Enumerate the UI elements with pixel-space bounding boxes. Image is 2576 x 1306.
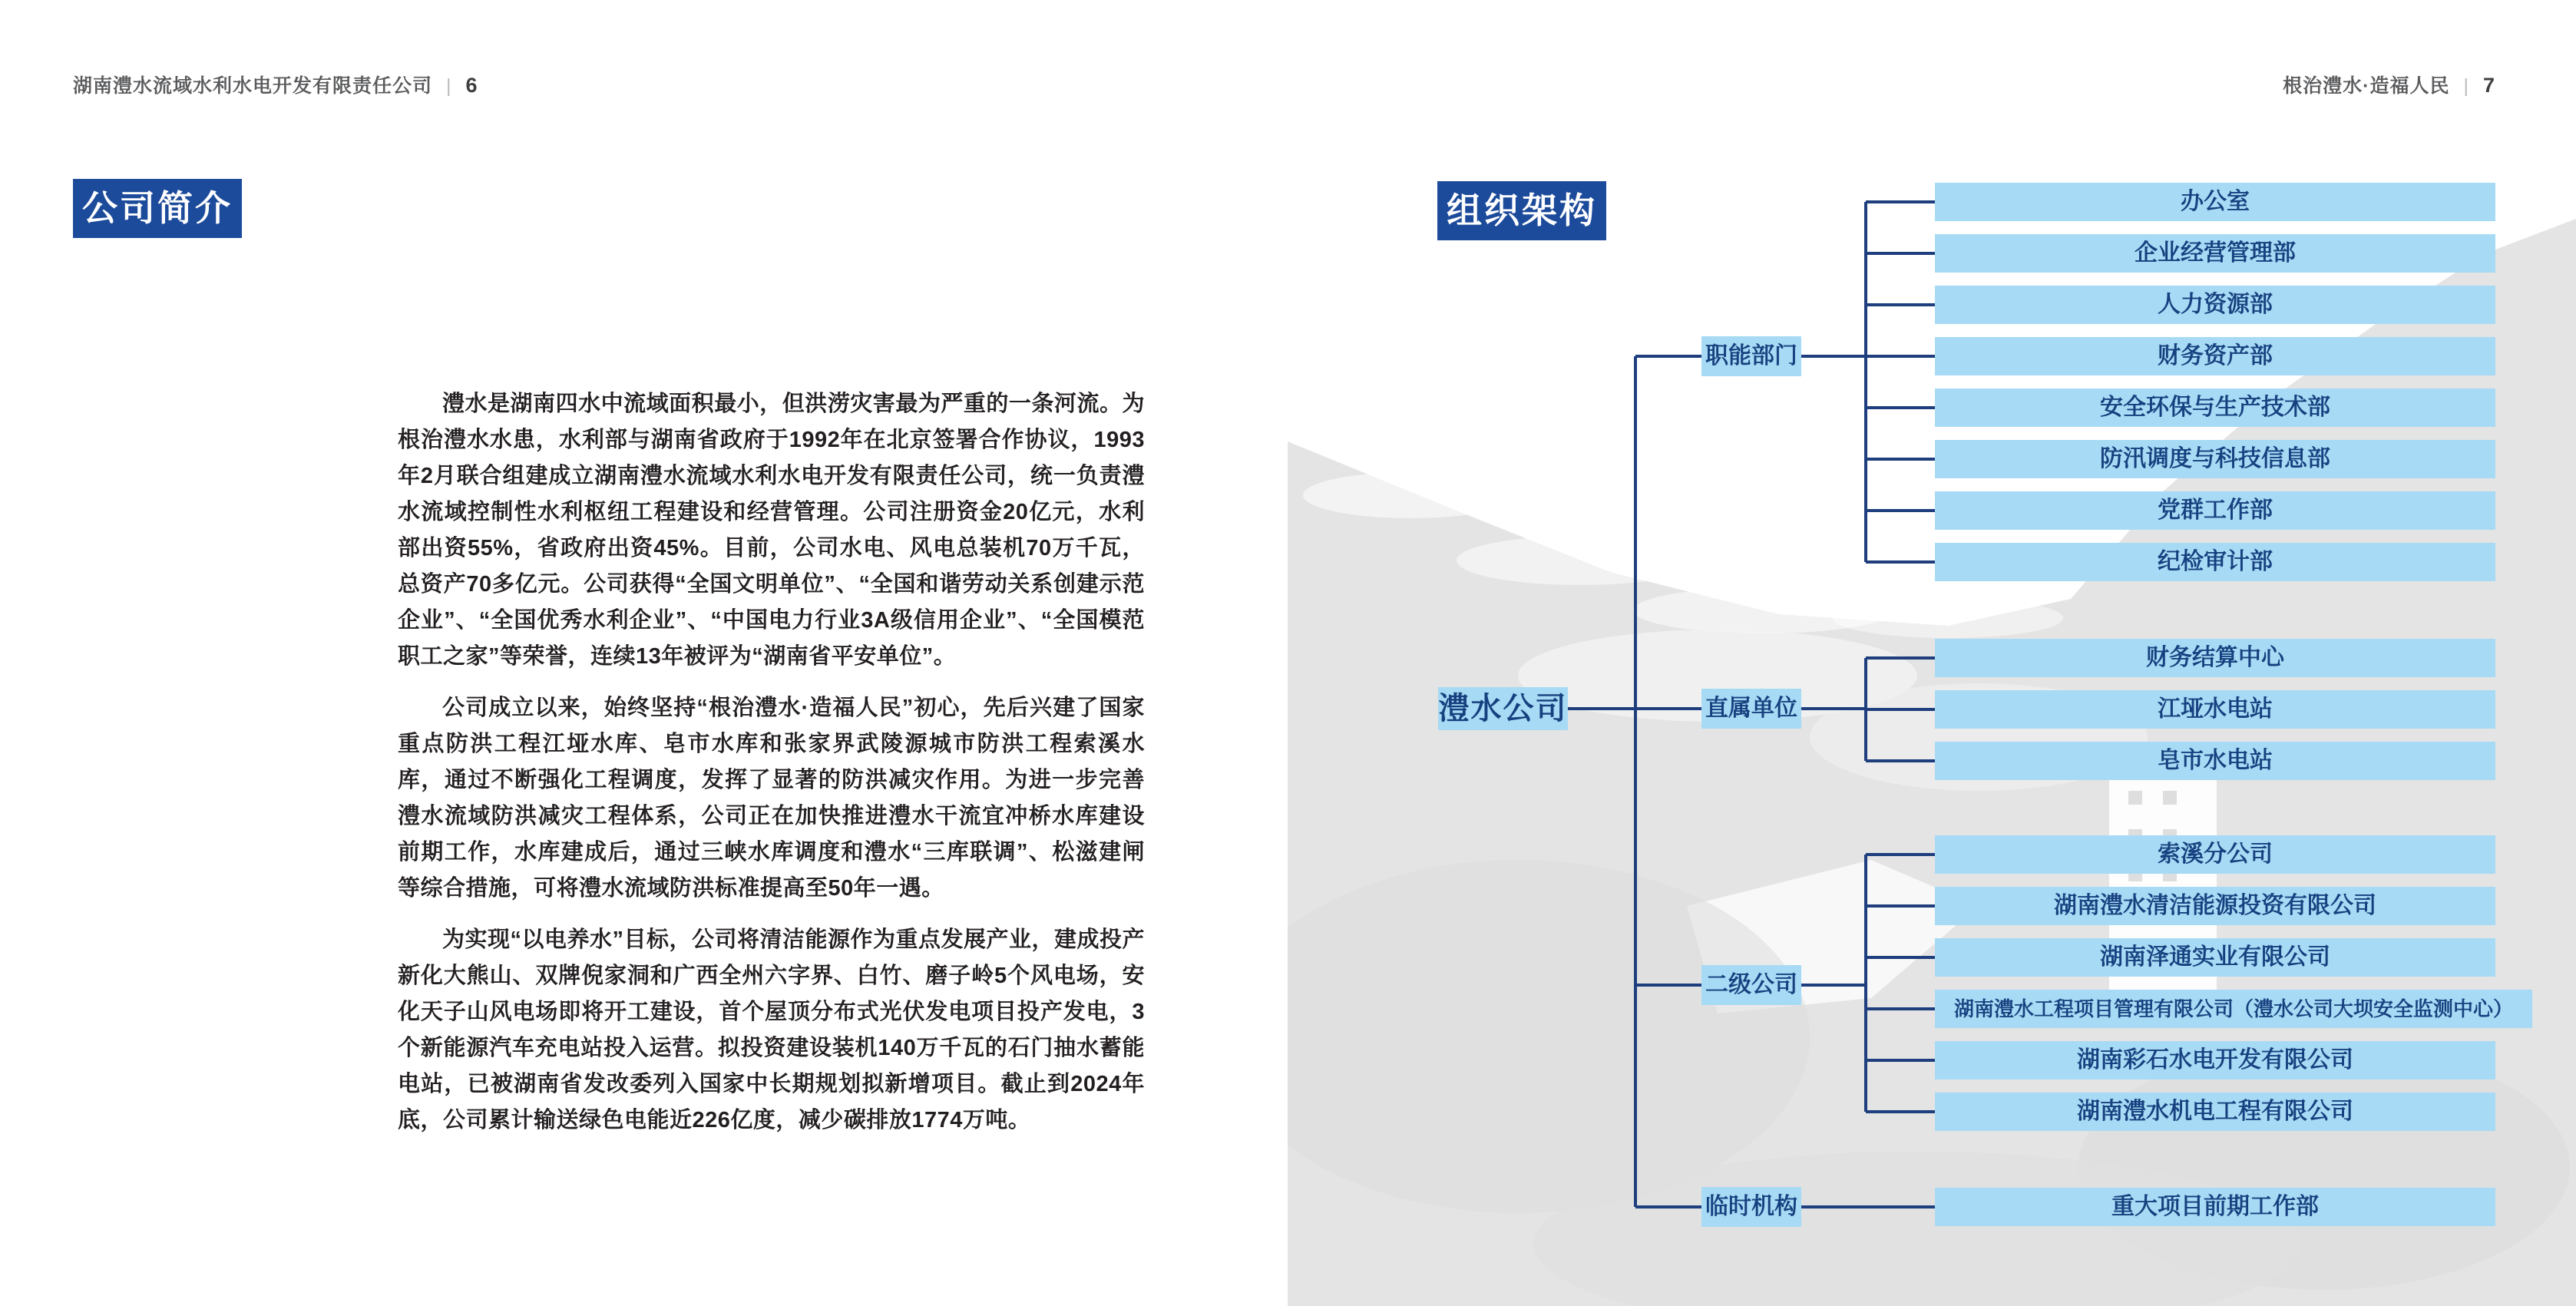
org-unit-bar: 皂市水电站	[1935, 742, 2495, 780]
org-chart	[1288, 0, 2576, 1306]
org-unit-bar: 党群工作部	[1935, 491, 2495, 530]
org-unit-bar: 江垭水电站	[1935, 690, 2495, 729]
org-category-node: 职能部门	[1701, 336, 1801, 376]
header-separator: |	[446, 75, 452, 97]
org-unit-bar: 湖南泽通实业有限公司	[1935, 938, 2495, 977]
company-name: 湖南澧水流域水利水电开发有限责任公司	[73, 75, 433, 97]
org-unit-bar: 企业经营管理部	[1935, 234, 2495, 273]
company-profile-text	[398, 386, 1145, 1154]
org-category-node: 临时机构	[1701, 1187, 1801, 1227]
org-unit-bar: 办公室	[1935, 183, 2495, 221]
org-category-node: 二级公司	[1701, 965, 1801, 1005]
org-unit-bar: 安全环保与生产技术部	[1935, 388, 2495, 427]
org-unit-bar: 人力资源部	[1935, 286, 2495, 324]
org-unit-bar: 湖南澧水清洁能源投资有限公司	[1935, 887, 2495, 925]
org-unit-bar: 防汛调度与科技信息部	[1935, 440, 2495, 478]
org-category-node: 直属单位	[1701, 689, 1801, 729]
org-unit-bar: 纪检审计部	[1935, 543, 2495, 581]
paragraph-2: 公司成立以来，始终坚持“根治澧水·造福人民”初心，先后兴建了国家重点防洪工程江垭水库、皂市水库和张家界武陵源城市防洪工程索溪水库，通过不断强化工程调度，发挥了显著的防洪减灾作用。为进一步完善澧水流域防洪减灾工程体系，公司正在加快推进澧水干流宜冲桥水库建设前期工作，水库建成后，通过三峡水库调度和澧水“三库联调”、松滋建闸等综合措施，可将澧水流域防洪标准提高至50年一遇。	[398, 696, 1145, 901]
header-separator: |	[2463, 75, 2469, 97]
org-unit-bar: 财务结算中心	[1935, 639, 2495, 677]
page-number-left: 6	[465, 74, 478, 97]
org-root-node: 澧水公司	[1438, 687, 1568, 730]
org-unit-bar: 湖南澧水机电工程有限公司	[1935, 1093, 2495, 1131]
org-unit-bar: 湖南澧水工程项目管理有限公司（澧水公司大坝安全监测中心）	[1935, 990, 2532, 1028]
slogan: 根治澧水·造福人民	[2283, 75, 2450, 97]
org-unit-bar: 重大项目前期工作部	[1935, 1188, 2495, 1226]
paragraph-1: 澧水是湖南四水中流域面积最小，但洪涝灾害最为严重的一条河流。为根治澧水水患，水利部与湖南省政府于1992年在北京签署合作协议，1993年2月联合组建成立湖南澧水流域水利水电开发有限责任公司，统一负责澧水流域控制性水利枢纽工程建设和经营管理。公司注册资金20亿元，水利部出资55%，省政府出资45%。目前，公司水电、风电总装机70万千瓦，总资产70多亿元。公司获得“全国文明单位”、“全国和谐劳动关系创建示范企业”、“全国优秀水利企业”、“中国电力行业3A级信用企业”、“全国模范职工之家”等荣誉，连续13年被评为“湖南省平安单位”。	[398, 392, 1145, 669]
org-unit-bar: 索溪分公司	[1935, 835, 2495, 874]
page-right	[1288, 0, 2576, 1306]
running-header-left	[73, 71, 478, 98]
page-number-right: 7	[2482, 74, 2495, 97]
org-unit-bar: 湖南彩石水电开发有限公司	[1935, 1041, 2495, 1080]
section-title-company-profile: 公司简介	[73, 179, 242, 238]
paragraph-3: 为实现“以电养水”目标，公司将清洁能源作为重点发展产业，建成投产新化大熊山、双牌倪家洞和广西全州六字界、白竹、磨子岭5个风电场，安化天子山风电场即将开工建设，首个屋顶分布式光伏发电项目投产发电，3个新能源汽车充电站投入运营。拟投资建设装机140万千瓦的石门抽水蓄能电站，已被湖南省发改委列入国家中长期规划拟新增项目。截止到2024年底，公司累计输送绿色电能近226亿度，减少碳排放1774万吨。	[398, 927, 1146, 1132]
section-title-org-structure: 组织架构	[1437, 181, 1606, 240]
org-unit-bar: 财务资产部	[1935, 337, 2495, 375]
